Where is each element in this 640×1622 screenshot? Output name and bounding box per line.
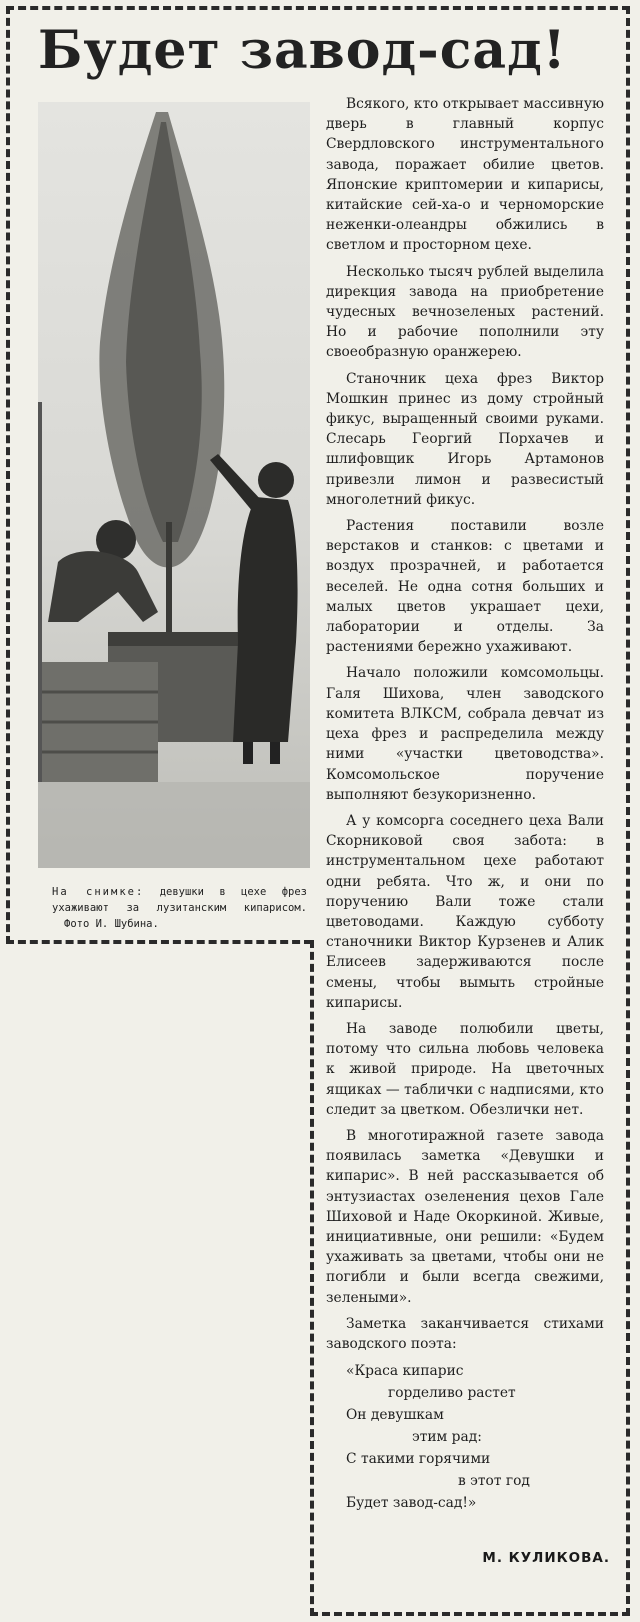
article-paragraph: В многотиражной газете завода появилась заметка «Девушки и кипарис». В ней рассказывается об энтузиастах озеленения цехов Гале Шиховой и Наде Окоркиной. Живые, инициативные, они решили: «Будем ухаживать за цветами, чтобы они не погибли и были всегда свежими, зелеными».: [326, 1127, 604, 1306]
caption-lead: На снимке:: [52, 886, 145, 898]
author-signature: М. КУЛИКОВА.: [482, 1550, 610, 1566]
poem-line: «Краса кипарис: [346, 1363, 464, 1380]
poem: [326, 1360, 604, 1514]
article-paragraph: Станочник цеха фрез Виктор Мошкин принес из дому стройный фикус, выращенный своими руками. Слесарь Георгий Порхачев и шлифовщик Игорь Артамонов привезли лимон и развесистый многолетний фикус.: [326, 370, 604, 508]
caption-credit: Фото И. Шубина.: [64, 918, 159, 930]
photo-illustration: [38, 102, 310, 868]
clip-border-right: [626, 6, 630, 1616]
poem-line: С такими горячими: [346, 1451, 491, 1468]
poem-line: горделиво растет: [388, 1385, 516, 1402]
article-paragraph: Всякого, кто открывает массивную дверь в главный корпус Свердловского инструментального завода, поражает обилие цветов. Японские криптомерии и кипарисы, китайские сей-ха-о и черноморские неженки-олеандры обжились в светлом и просторном цехе.: [326, 96, 605, 254]
poem-line: этим рад:: [412, 1429, 482, 1446]
clip-border-bottom: [310, 1612, 630, 1616]
caption-text: девушки в цехе фрез ухаживают за лузитанским кипарисом.: [52, 886, 308, 914]
headline: Будет завод-сад!: [38, 20, 567, 81]
article-paragraph: Несколько тысяч рублей выделила дирекция завода на приобретение чудесных вечнозеленых растений. Но и рабочие пополнили эту своеобразную оранжерею.: [326, 263, 604, 361]
article-paragraph: Заметка заканчивается стихами заводского поэта:: [326, 1315, 604, 1352]
article-paragraph: На заводе полюбили цветы, потому что сильна любовь человека к живой природе. На цветочных ящиках — таблички с надписями, кто следит за цветком. Обезлички нет.: [326, 1020, 604, 1118]
poem-line: Будет завод-сад!»: [346, 1495, 477, 1512]
news-photo: [38, 102, 310, 868]
clip-border-photo-bottom: [6, 940, 312, 944]
article-paragraph: А у комсорга соседнего цеха Вали Скорниковой своя забота: в инструментальном цехе работают одни ребята. Что ж, и они по поручению Вали тоже стали цветоводами. Каждую субботу станочники Виктор Курзенев и Алик Елисеев задерживаются после смены, чтобы вымыть стройные кипарисы.: [326, 812, 604, 1011]
poem-line: Он девушкам: [346, 1407, 444, 1424]
poem-line: в этот год: [458, 1473, 530, 1490]
clip-border-top: [6, 6, 630, 10]
photo-caption: [52, 884, 307, 932]
clip-border-left: [6, 6, 10, 944]
article-paragraph: Начало положили комсомольцы. Галя Шихова, член заводского комитета ВЛКСМ, собрала девчат из цеха фрез и распределила между ними «участки цветоводства». Комсомольское поручение выполняют безукоризненно.: [326, 665, 604, 803]
clip-border-step: [310, 940, 314, 1616]
article-body: [326, 94, 604, 1514]
article-paragraph: Растения поставили возле верстаков и станков: с цветами и воздух прозрачней, и работается веселей. Не одна сотня больших и малых цветов украшает цехи, лаборатории и отделы. За растениями бережно ухаживают.: [326, 518, 604, 656]
